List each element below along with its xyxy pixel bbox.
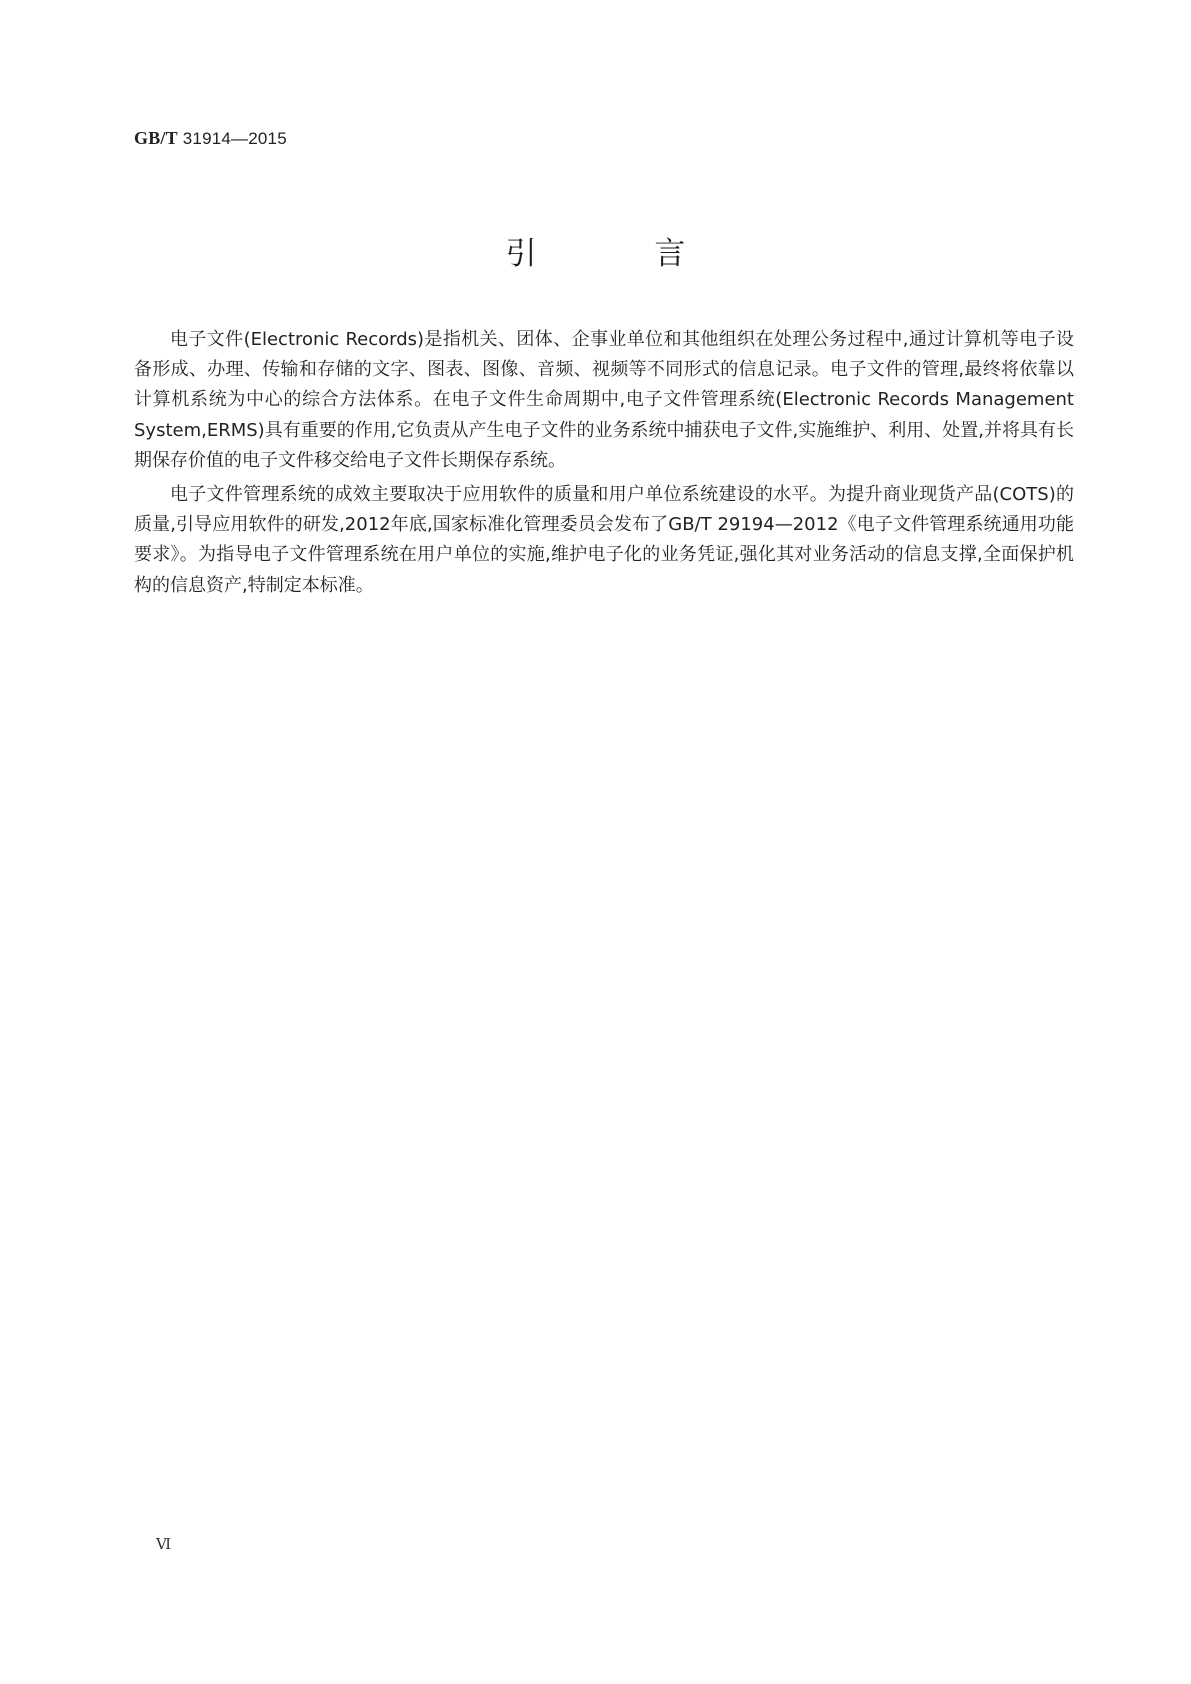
paragraph-1: 电子文件(Electronic Records)是指机关、团体、企事业单位和其他组织在处理公务过程中,通过计算机等电子设备形成、办理、传输和存储的文字、图表、图像、音频、视频等不同形式的信息记录。电子文件的管理,最终将依靠以计算机系统为中心的综合方法体系。在电子文件生命周期中,电子文件管理系统(Electronic Records Management System,ERMS)具有重要的作用,它负责从产生电子文件的业务系统中捕获电子文件,实施维护、利用、处置,并将具有长期保存价值的电子文件移交给电子文件长期保存系统。 [134,329,1074,471]
standard-code [134,128,287,149]
page-title: 引 言 [505,236,740,272]
page-number: Ⅵ [156,1537,172,1553]
introduction-body [134,325,1074,605]
standard-code-prefix: GB/T [134,128,178,148]
paragraph-2: 电子文件管理系统的成效主要取决于应用软件的质量和用户单位系统建设的水平。为提升商业现货产品(COTS)的质量,引导应用软件的研发,2012年底,国家标准化管理委员会发布了GB/T 29194—2012《电子文件管理系统通用功能要求》。为指导电子文件管理系统在用户单位的实施,维护电子化的业务凭证,强化其对业务活动的信息支撑,全面保护机构的信息资产,特制定本标准。 [134,484,1074,596]
standard-code-number: 31914—2015 [182,129,287,148]
